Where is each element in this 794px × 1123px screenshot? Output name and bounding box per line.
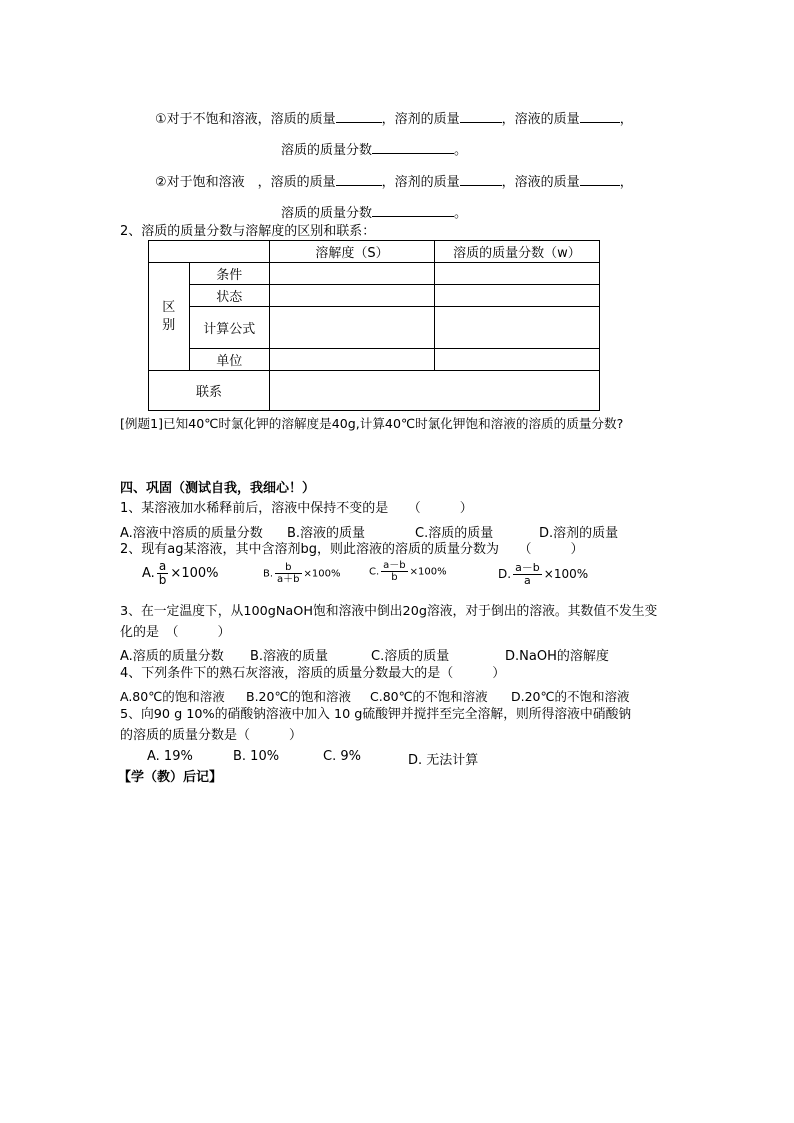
fill-blank[interactable] xyxy=(336,173,382,186)
table-cell[interactable] xyxy=(270,371,600,411)
table-cell[interactable] xyxy=(270,349,435,371)
q5-option-a[interactable]: A. 19% xyxy=(147,749,193,764)
q2-option-c[interactable] xyxy=(369,560,447,583)
q4-option-d[interactable]: D.20℃的不饱和溶液 xyxy=(511,689,630,704)
row-label-unit: 单位 xyxy=(189,349,270,371)
option-label: D. xyxy=(498,567,512,581)
q5-option-d[interactable]: D. 无法计算 xyxy=(408,753,479,768)
sat-text-4: ， xyxy=(619,175,633,190)
q1-stem: 1、某溶液加水稀释前后，溶液中保持不变的是 （ ） xyxy=(120,501,473,516)
table-cell[interactable] xyxy=(435,349,600,371)
corner-cell xyxy=(149,241,190,263)
option-label: B. xyxy=(263,568,274,580)
row-label-condition: 条件 xyxy=(189,263,270,285)
unsat-line-2 xyxy=(281,141,467,159)
q3-stem-2: 化的是 （ ） xyxy=(120,625,231,640)
comparison-table xyxy=(148,240,600,411)
q2-stem: 2、现有ag某溶液，其中含溶剂bg，则此溶液的溶质的质量分数为 （ ） xyxy=(120,542,584,557)
group-label-difference: 区 别 xyxy=(149,263,190,371)
q2-title: 2、溶质的质量分数与溶解度的区别和联系： xyxy=(120,224,376,239)
q5-option-b[interactable]: B. 10% xyxy=(233,749,280,764)
unsat-text-1: ①对于不饱和溶液，溶质的质量 xyxy=(155,112,336,127)
sat-text-1: ②对于饱和溶液 ，溶质的质量 xyxy=(155,175,336,190)
fraction xyxy=(381,560,407,583)
table-cell[interactable] xyxy=(270,307,435,349)
sat-text-2: ，溶剂的质量 xyxy=(381,175,460,190)
unsat-text-2: ，溶剂的质量 xyxy=(381,112,460,127)
q1-option-d[interactable]: D.溶剂的质量 xyxy=(539,526,619,541)
row-label-relation: 联系 xyxy=(149,371,270,411)
table-cell[interactable] xyxy=(435,285,600,307)
denominator: a xyxy=(524,574,531,587)
fraction xyxy=(275,562,301,585)
q5-option-c[interactable]: C. 9% xyxy=(323,749,361,764)
header-solubility: 溶解度（S） xyxy=(270,241,435,263)
table-cell[interactable] xyxy=(270,263,435,285)
q3-stem-1: 3、在一定温度下，从100gNaOH饱和溶液中倒出20g溶液，对于倒出的溶液。其数值不发生变 xyxy=(120,604,658,619)
q4-option-a[interactable]: A.80℃的饱和溶液 xyxy=(120,689,225,704)
table-cell[interactable] xyxy=(435,307,600,349)
numerator: a xyxy=(157,560,169,574)
unsat-text-5: 溶质的质量分数 xyxy=(281,143,373,158)
fill-blank[interactable] xyxy=(460,173,502,186)
header-mass-fraction: 溶质的质量分数（w） xyxy=(435,241,600,263)
percent-factor: ×100% xyxy=(303,568,341,580)
numerator: b xyxy=(275,562,301,574)
percent-factor: ×100% xyxy=(409,566,447,578)
unsat-text-3: ，溶液的质量 xyxy=(501,112,580,127)
table-cell[interactable] xyxy=(270,285,435,307)
sat-line-2 xyxy=(281,204,467,222)
q1-option-b[interactable]: B.溶液的质量 xyxy=(287,526,366,541)
denominator: b xyxy=(158,573,167,587)
sat-text-3: ，溶液的质量 xyxy=(501,175,580,190)
numerator: a－b xyxy=(515,561,540,574)
q2-option-b[interactable] xyxy=(263,562,341,585)
section4-heading: 四、巩固（测试自我，我细心！） xyxy=(120,481,316,496)
q4-option-c[interactable]: C.80℃的不饱和溶液 xyxy=(370,689,488,704)
fill-blank[interactable] xyxy=(460,110,502,123)
denominator: b xyxy=(391,572,398,583)
fill-blank[interactable] xyxy=(372,141,454,154)
numerator: a－b xyxy=(383,560,406,571)
table-cell[interactable] xyxy=(435,263,600,285)
q3-option-a[interactable]: A.溶质的质量分数 xyxy=(120,649,224,664)
corner-cell xyxy=(189,241,270,263)
fill-blank[interactable] xyxy=(580,173,620,186)
sat-line-1 xyxy=(155,173,633,191)
unsat-text-4: ， xyxy=(619,112,633,127)
q4-option-b[interactable]: B.20℃的饱和溶液 xyxy=(246,689,351,704)
q3-option-d[interactable]: D.NaOH的溶解度 xyxy=(505,649,609,664)
row-label-formula: 计算公式 xyxy=(189,307,270,349)
row-label-state: 状态 xyxy=(189,285,270,307)
q5-stem-1: 5、向90 g 10%的硝酸钠溶液中加入 10 g硫酸钾并搅拌至完全溶解，则所得溶液中硝酸钠 xyxy=(120,707,632,722)
fill-blank[interactable] xyxy=(580,110,620,123)
q3-option-c[interactable]: C.溶质的质量 xyxy=(371,649,450,664)
percent-factor: ×100% xyxy=(543,567,589,581)
q1-option-c[interactable]: C.溶质的质量 xyxy=(415,526,494,541)
q3-option-b[interactable]: B.溶液的质量 xyxy=(250,649,329,664)
example-1: [例题1]已知40℃时氯化钾的溶解度是40g,计算40℃时氯化钾饱和溶液的溶质的质量分数? xyxy=(120,416,624,431)
fill-blank[interactable] xyxy=(372,204,454,217)
sat-text-5: 溶质的质量分数 xyxy=(281,206,373,221)
option-label: A. xyxy=(142,566,155,581)
q2-option-a[interactable] xyxy=(142,560,218,587)
afterword-heading: 【学（教）后记】 xyxy=(118,770,223,785)
fill-blank[interactable] xyxy=(336,110,382,123)
percent-factor: ×100% xyxy=(170,566,219,581)
option-label: C. xyxy=(369,566,380,578)
fraction xyxy=(513,562,542,587)
unsat-text-6: 。 xyxy=(454,143,468,158)
unsat-line-1 xyxy=(155,110,633,128)
q2-option-d[interactable] xyxy=(498,562,588,587)
q4-stem: 4、下列条件下的熟石灰溶液，溶质的质量分数最大的是（ ） xyxy=(120,666,506,681)
q5-stem-2: 的溶质的质量分数是（ ） xyxy=(120,728,303,743)
q1-option-a[interactable]: A.溶液中溶质的质量分数 xyxy=(120,526,263,541)
sat-text-6: 。 xyxy=(454,206,468,221)
denominator: a＋b xyxy=(277,574,300,585)
fraction xyxy=(157,560,169,587)
